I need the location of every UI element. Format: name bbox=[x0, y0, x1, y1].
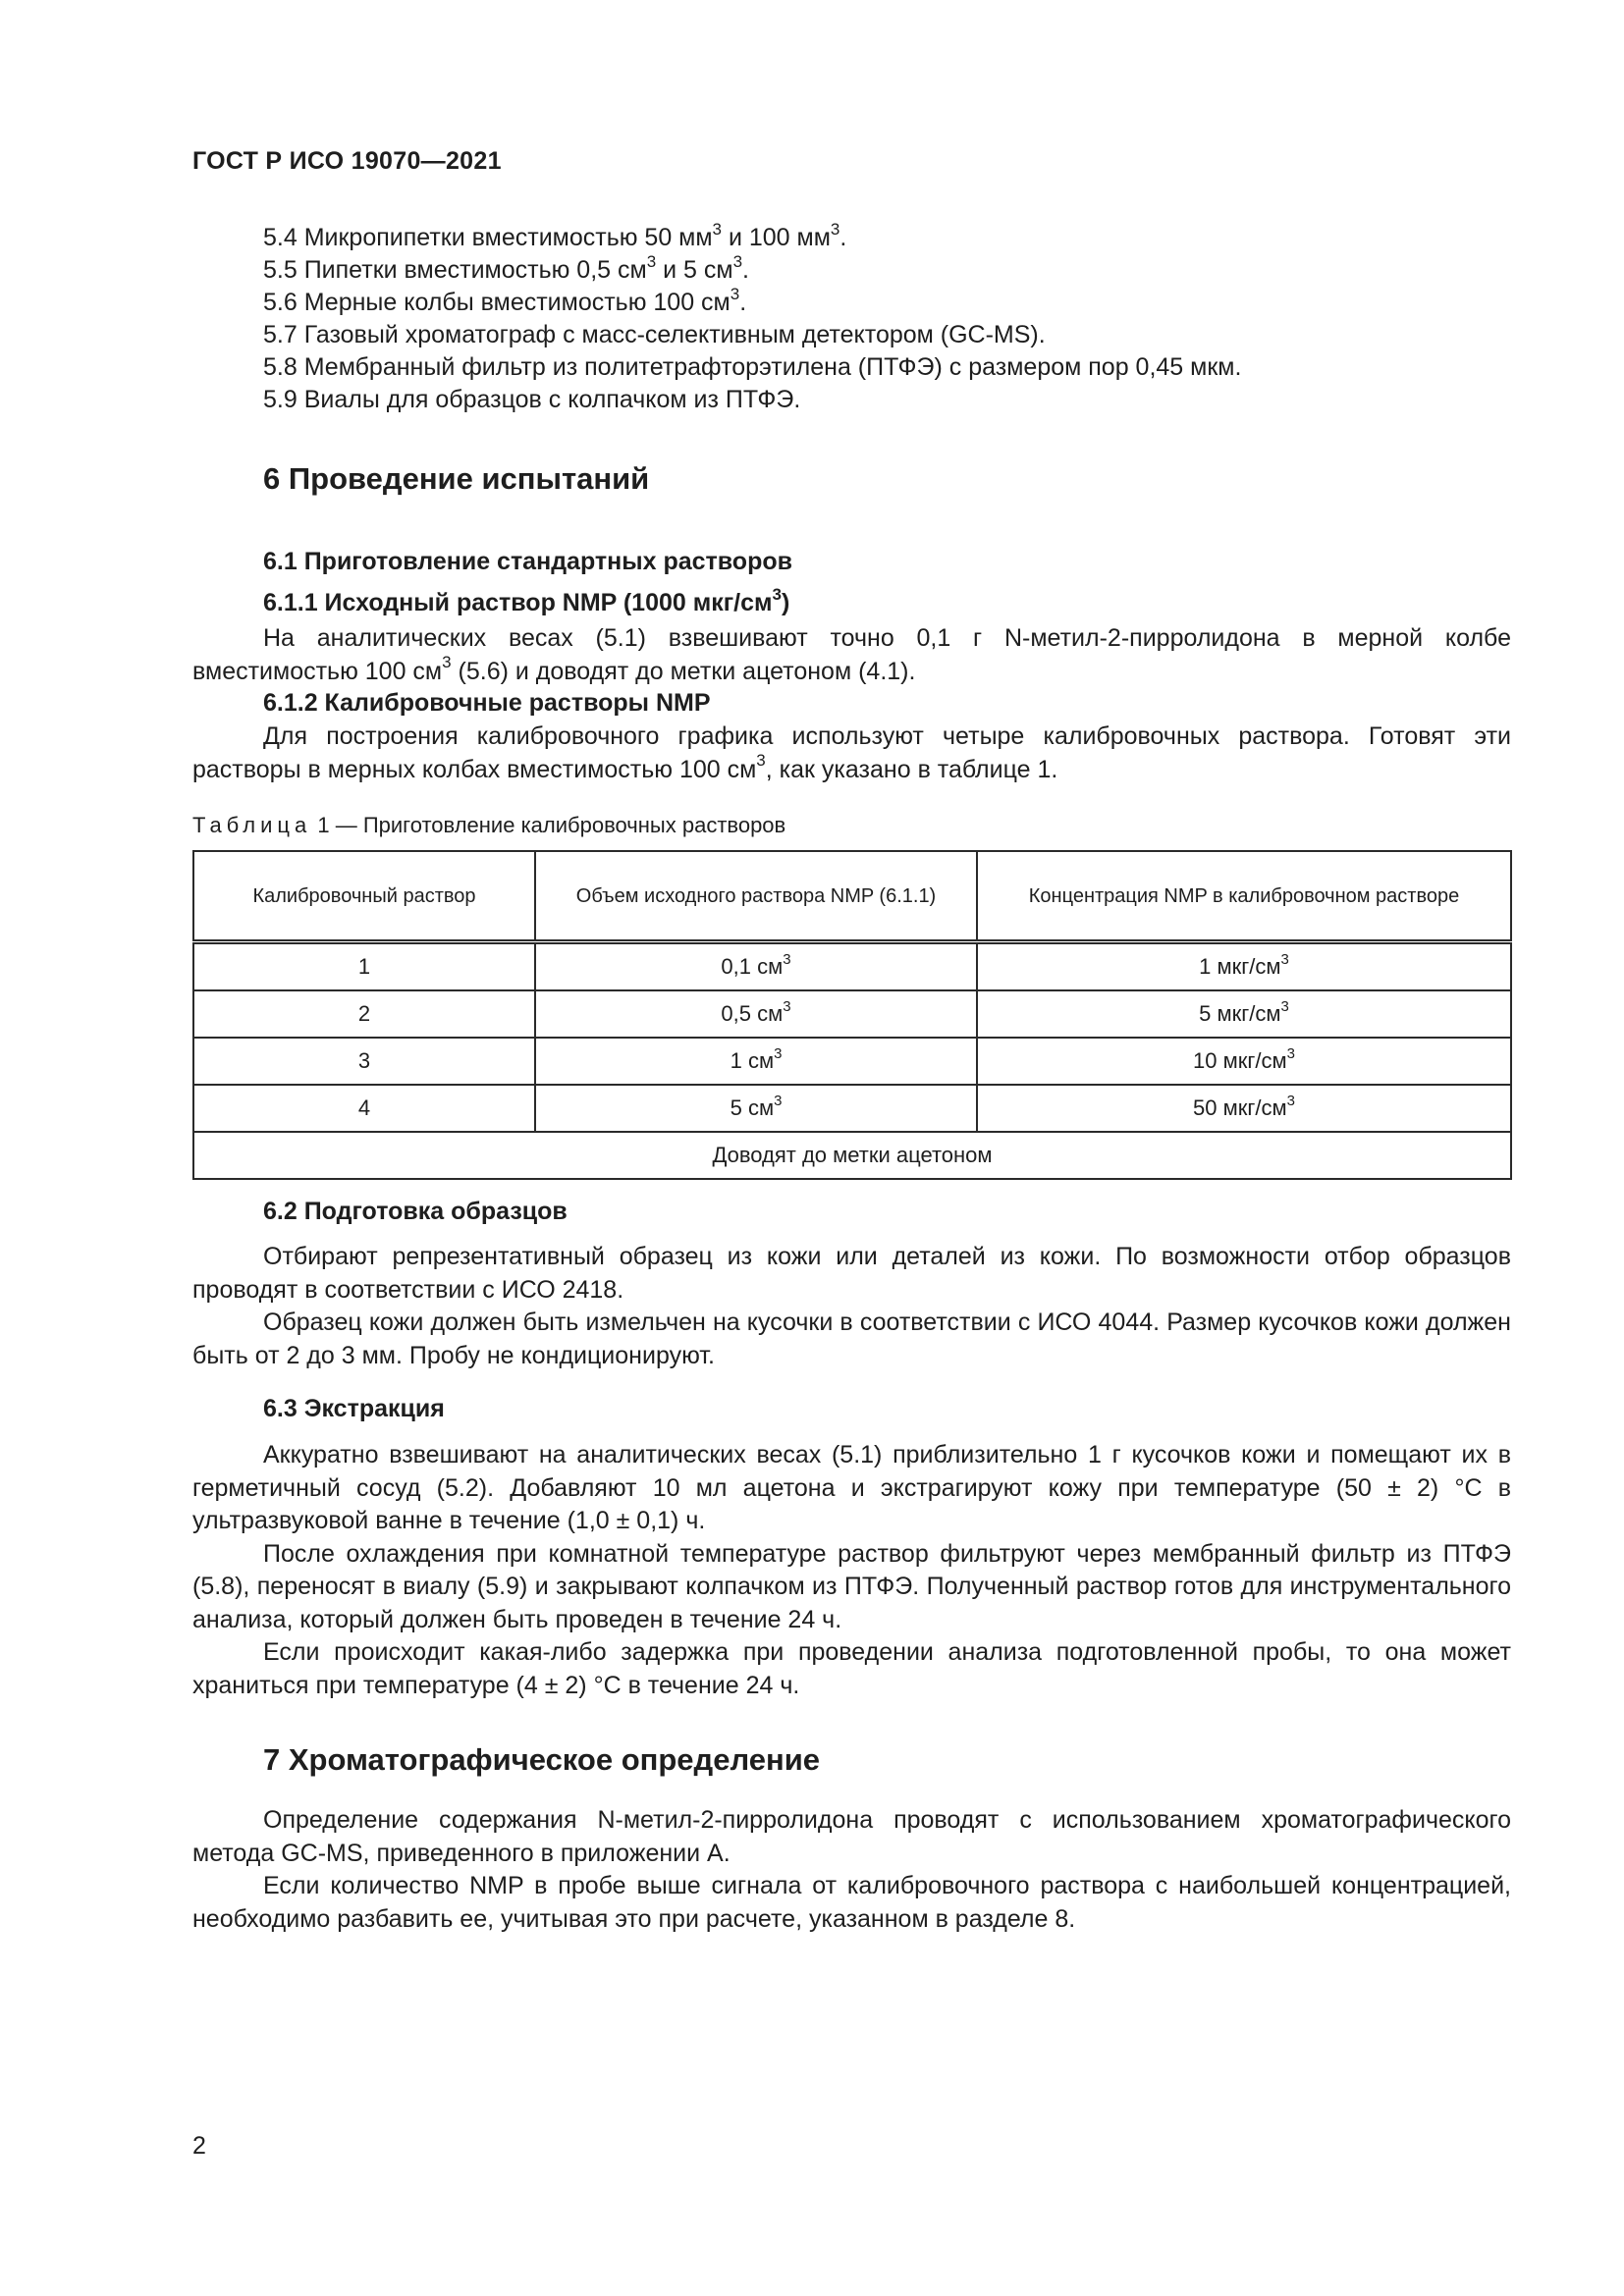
section-6-3-text: Аккуратно взвешивают на аналитических весах (5.1) приблизительно 1 г кусочков кожи и помещают их в герметичный сосуд (5.2). Добавляют 10 мл ацетона и экстрагируют кожу при температуре (50 ± 2) °C в ультразвуковой ванне в течение (1,0 ± 0,1) ч. После охлаждения при комнатной температуре раствор фильтруют через мембранный фильтр из ПТФЭ (5.8), переносят в виалу (5.9) и закрывают колпачком из ПТФЭ. Полученный раствор готов для инструментального анализа, который должен быть проведен в течение 24 ч. Если происходит какая-либо задержка при проведении анализа подготовленной пробы, то она может храниться при температуре (4 ± 2) °C в течение 24 ч. bbox=[192, 1441, 1511, 1699]
table-header-row bbox=[193, 851, 1511, 942]
table-cell: 5 $см^3$ bbox=[535, 1085, 977, 1132]
table-row bbox=[193, 1038, 1511, 1085]
table-row bbox=[193, 942, 1511, 991]
document-header: ГОСТ Р ИСО 19070—2021 bbox=[192, 147, 502, 175]
table-header-cell: Концентрация NMP в калибровочном растворе bbox=[977, 851, 1511, 942]
list-item: 5.8 Мембранный фильтр из политетрафторэтилена (ПТФЭ) с размером пор 0,45 мкм. bbox=[263, 353, 1242, 381]
table-cell: 4 bbox=[193, 1085, 535, 1132]
table-cell: 1 $см^3$ bbox=[535, 1038, 977, 1085]
section-6-1-1-text: На аналитических весах (5.1) взвешивают точно 0,1 г N-метил-2-пирролидона в мерной колбе вместимостью 100 $см^3$ (5.6) и доводят до метки ацетоном (4.1). bbox=[192, 624, 1511, 685]
table-cell: 0,5 $см^3$ bbox=[535, 990, 977, 1038]
table-row bbox=[193, 1085, 1511, 1132]
list-item: 5.5 Пипетки вместимостью 0,5 $см^3$ и 5 $см^3$. bbox=[263, 251, 749, 284]
table-cell: 50 мкг/$см^3$ bbox=[977, 1085, 1511, 1132]
section-6-2-title: 6.2 Подготовка образцов bbox=[263, 1198, 568, 1225]
table-footer-row bbox=[193, 1132, 1511, 1179]
list-item: 5.6 Мерные колбы вместимостью 100 $см^3$. bbox=[263, 284, 747, 316]
section-6-3-title: 6.3 Экстракция bbox=[263, 1395, 445, 1422]
section-6-title: 6 Проведение испытаний bbox=[263, 461, 650, 496]
section-6-2-text: Отбирают репрезентативный образец из кожи или деталей из кожи. По возможности отбор образцов проводят в соответствии с ИСО 2418. Образец кожи должен быть измельчен на кусочки в соответствии с ИСО 4044. Размер кусочков кожи должен быть от 2 до 3 мм. Пробу не кондиционируют. bbox=[192, 1243, 1511, 1369]
section-6-1-2-text: Для построения калибровочного графика используют четыре калибровочных раствора. Готовят эти растворы в мерных колбах вместимостью 100 $см^3$, как указано в таблице 1. bbox=[192, 722, 1511, 783]
table-row bbox=[193, 990, 1511, 1038]
table-header-cell: Калибровочный раствор bbox=[193, 851, 535, 942]
section-6-1-title: 6.1 Приготовление стандартных растворов bbox=[263, 548, 792, 575]
section-7-text: Определение содержания N-метил-2-пирролидона проводят с использованием хроматографического метода GC-MS, приведенного в приложении А. Если количество NMP в пробе выше сигнала от калибровочного раствора с наибольшей концентрацией, необходимо разбавить ее, учитывая это при расчете, указанном в разделе 8. bbox=[192, 1806, 1511, 1933]
table-caption: Таблица 1 — Приготовление калибровочных растворов bbox=[192, 813, 786, 837]
table-cell: 2 bbox=[193, 990, 535, 1038]
section-6-1-1-title: 6.1.1 Исходный раствор NMP (1000 мкг/$см^3$) bbox=[263, 584, 790, 616]
list-item: 5.9 Виалы для образцов с колпачком из ПТФЭ. bbox=[263, 386, 801, 413]
table-cell: 1 мкг/$см^3$ bbox=[977, 942, 1511, 991]
section-7-title: 7 Хроматографическое определение bbox=[263, 1742, 821, 1777]
section-6-1-2-title: 6.1.2 Калибровочные растворы NMP bbox=[263, 689, 711, 717]
table-cell: 10 мкг/$см^3$ bbox=[977, 1038, 1511, 1085]
table-cell: 3 bbox=[193, 1038, 535, 1085]
list-item: 5.7 Газовый хроматограф с масс-селективным детектором (GC-MS). bbox=[263, 321, 1046, 348]
equipment-list bbox=[263, 219, 1242, 416]
calibration-table bbox=[192, 850, 1512, 1180]
table-cell: 1 bbox=[193, 942, 535, 991]
table-cell: 0,1 $см^3$ bbox=[535, 942, 977, 991]
table-footer-cell: Доводят до метки ацетоном bbox=[193, 1132, 1511, 1179]
table-header-cell: Объем исходного раствора NMP (6.1.1) bbox=[535, 851, 977, 942]
table-cell: 5 мкг/$см^3$ bbox=[977, 990, 1511, 1038]
page-number: 2 bbox=[192, 2132, 206, 2160]
list-item: 5.4 Микропипетки вместимостью 50 $мм^3$ и 100 $мм^3$. bbox=[263, 219, 847, 251]
